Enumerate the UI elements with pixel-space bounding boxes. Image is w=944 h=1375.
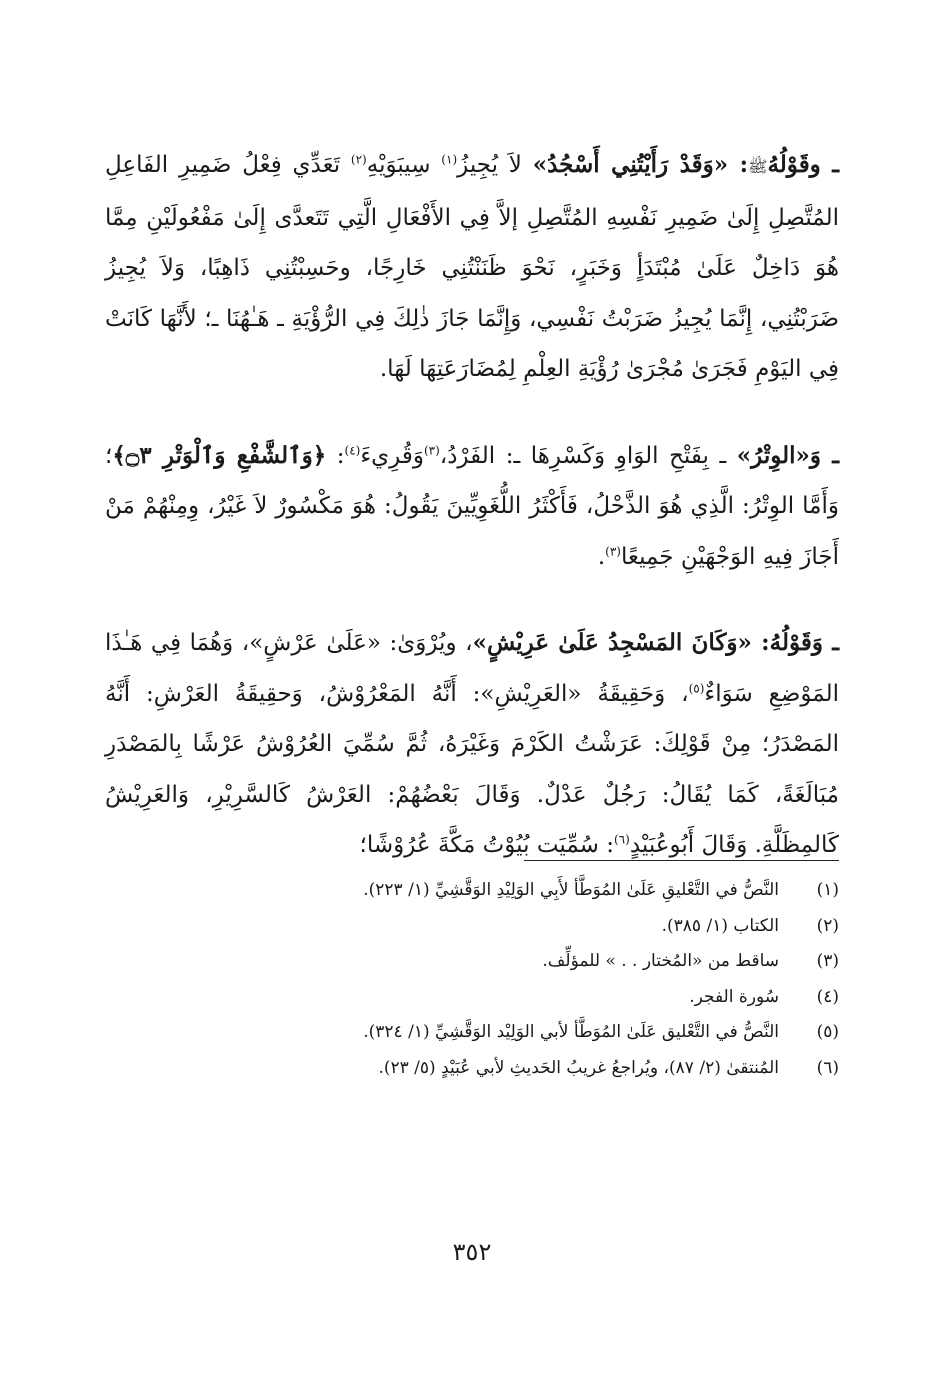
paragraph-text: وَقُرِيءَ [360,442,424,469]
page-number: ٣٥٢ [452,1238,492,1266]
footnote-text: النَّصُّ في التَّعْليق عَلَىٰ المُوَطَّأ لأبي الوَلِيْد الوَقَّشِيِّ (١/ ٣٢٤). [363,1022,779,1042]
footnote-number: (٣) [816,951,839,971]
footnote-text: المُنتقىٰ (٢/ ٨٧)، ويُراجعُ غريبُ الحَديثِ لأبي عُبَيْدٍ (٥/ ٢٣). [378,1057,779,1078]
paragraph-text: تَعَدِّي فِعْلُ ضَمِيرِ الفَاعِلِ المُتَّصِلِ إِلَىٰ ضَمِيرِ نَفْسِهِ المُتَّصِلِ إلاَّ فِي الأَفْعَالِ الَّتِي تَتَعدَّى إِلَىٰ مَفْعُولَيْنِ مِمَّا هُوَ دَاخِلٌ عَلَىٰ مُبْتَدَأٍ وَخَبَرٍ، نَحْوَ ظَنَنْتُنِي خَارِجًا، وحَسِبْتُنِي ذَاهِبًا، وَلاَ يُجِيزُ ضَرَبْتُنِي، إِنَّمَا يُجِيزُ ضَرَبْتُ نَفْسِي، وَإِنَّمَا جَازَ ذٰلِكَ فِي الرُّؤْيَةِ ـ هَـٰهُنَا ـ؛ لأَنَّهَا كَانَتْ فِي اليَوْمِ فَجَرَىٰ مُجْرَىٰ رُؤْيَةِ العِلْمِ لِمُضَارَعَتِهَا لَهَا. [105,152,839,382]
paragraph-text: . [597,543,606,570]
hadith-quote: : «وَقَدْ رَأَيْتُنِي أَسْجُدُ» [532,151,749,178]
paragraph-text: : [326,442,345,469]
paragraph-text: : سُمِّيَت بُيُوْتُ مَكَّةَ عُرُوْشًا؛ [359,832,614,858]
main-text [105,140,839,907]
paragraph-text: سِيبَوَيْهِ [366,152,442,178]
footnote-ref: (١) [441,152,458,167]
footnote-number: (٦) [816,1057,839,1078]
footnote-text: الكتاب (١/ ٣٨٥). [661,915,779,936]
footnote-ref: (٢) [350,152,367,167]
hadith-quote: : «وَكَانَ المَسْجِدُ عَلَىٰ عَرِيْشٍ» [472,629,770,656]
footnote-ref: (٤) [344,442,361,457]
paragraph-text: ـ بِفَتْحِ الوَاوِ وَكَسْرِهَا ـ: الفَرْدُ، [439,442,737,469]
footnote-text: النَّصُّ في التَّعْليقِ عَلَىٰ المُوَطَّأ لأَبِي الوَلِيْدِ الوَقَّشِيِّ (١/ ٢٢٣). [363,880,779,900]
footnote-number: (١) [816,880,839,900]
footnote-ref: (٣) [605,543,621,558]
paragraph-1 [105,140,839,395]
footnotes [105,880,839,1093]
footnote-number: (٥) [816,1022,839,1042]
paragraph-text: ، ويُرْوَىٰ: «عَلَىٰ عَرْشٍ»، وَهُمَا فِي هَـٰذَا المَوْضِعِ سَوَاءٌ [105,630,839,707]
paragraph-3 [105,618,839,871]
footnote-ref: (٦) [613,832,630,847]
footnote-number: (٢) [816,915,839,936]
paragraph-text: ؛ وَأَمَّا الوِتْرُ: الَّذِي هُوَ الذَّحْلُ، فَأَكْثَرُ اللُّغَوِيِّينَ يَقُولُ: هُوَ مَكْسُورٌ لاَ غَيْرُ، وِمِنْهُمْ مَنْ أَجَازَ فِيهِ الوَجْهَيْنِ جَمِيعًا [105,442,839,570]
paragraph-text: لاَ يُجِيزُ [457,152,533,178]
paragraph-lead: ـ وَقَوْلُهُ [769,629,839,656]
footnote-item [105,951,839,987]
footnote-item [105,1058,839,1094]
paragraph-2 [105,431,839,583]
footnote-text: سُورة الفجر. [689,986,779,1007]
footnote-item [105,1022,839,1058]
footnote-ref: (٥) [688,680,705,695]
paragraph-lead: ـ وقَوْلُهُ [767,151,840,178]
paragraph-lead: ـ وَ«الوِتْرُ» [736,441,839,469]
footnote-item [105,880,839,916]
footnote-text: ساقط من «المُختار . . » للمؤلِّف. [542,951,779,971]
footnote-item [105,987,839,1023]
footnote-item [105,916,839,952]
quran-verse: ﴿وَٱلشَّفْعِ وَٱلْوَتْرِ ۝٣﴾ [112,441,327,469]
footnote-divider [524,860,839,861]
footnote-number: (٤) [816,986,839,1007]
footnote-ref: (٣) [423,442,440,457]
honorific-symbol: ﷺ [748,157,768,176]
paragraph-text: ، وَحَقِيقَةُ «العَرِيْشِ»: أَنَّهُ المَعْرُوْشُ، وَحقِيقَةُ العَرْشِ: أَنَّهُ المَصْدَرُ؛ مِنْ قَوْلِكَ: عَرَشْتُ الكَرْمَ وَغَيْرَهُ، ثُمَّ سُمِّيَ العُرُوْشُ عَرْشًا بِالمَصْدَرِ مُبَالَغَةً، كَمَا يُقَالُ: رَجُلٌ عَدْلٌ. وَقَالَ بَعْضُهُمْ: العَرْشُ كَالسَّرِيْرِ، وَالعَرِيْشُ كَالمِظَلَّةِ. وَقَالَ أَبُوعُبَيْدٍ [105,680,839,858]
